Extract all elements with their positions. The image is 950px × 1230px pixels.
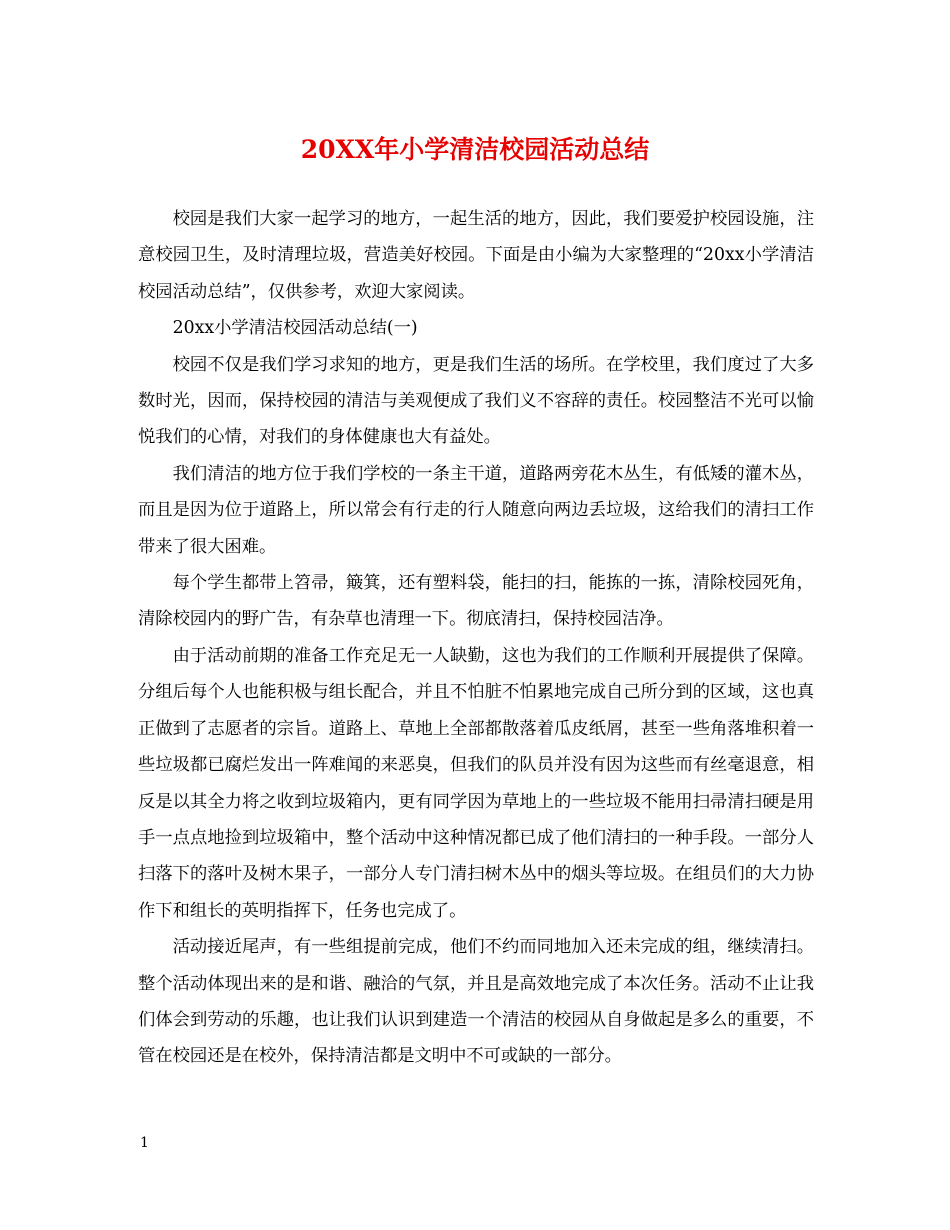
page-number: 1 xyxy=(140,1135,149,1151)
paragraph-location: 我们清洁的地方位于我们学校的一条主干道，道路两旁花木丛生，有低矮的灌木丛，而且是因为位于道路上，所以常会有行走的行人随意向两边丢垃圾，这给我们的清扫工作带来了很大困难。 xyxy=(138,463,814,557)
document-body xyxy=(138,201,814,1075)
section-heading: 20xx小学清洁校园活动总结(一) xyxy=(172,318,418,339)
paragraph-campus: 校园不仅是我们学习求知的地方，更是我们生活的场所。在学校里，我们度过了大多数时光，因而，保持校园的清洁与美观便成了我们义不容辞的责任。校园整洁不光可以愉悦我们的心情，对我们的身体健康也大有益处。 xyxy=(138,354,814,448)
paragraph-intro: 校园是我们大家一起学习的地方，一起生活的地方，因此，我们要爱护校园设施，注意校园卫生，及时清理垃圾，营造美好校园。下面是由小编为大家整理的“20xx小学清洁校园活动总结”，仅供参考，欢迎大家阅读。 xyxy=(138,209,814,302)
paragraph-conclusion: 活动接近尾声，有一些组提前完成，他们不约而同地加入还未完成的组，继续清扫。整个活动体现出来的是和谐、融洽的气氛，并且是高效地完成了本次任务。活动不止让我们体会到劳动的乐趣，也让我们认识到建造一个清洁的校园从自身做起是多么的重要，不管在校园还是在校外，保持清洁都是文明中不可或缺的一部分。 xyxy=(138,937,814,1067)
document-title: 20XX年小学清洁校园活动总结 xyxy=(300,135,650,164)
paragraph-tools: 每个学生都带上笤帚，簸箕，还有塑料袋，能扫的扫，能拣的一拣，清除校园死角，清除校园内的野广告，有杂草也清理一下。彻底清扫，保持校园洁净。 xyxy=(138,573,814,630)
paragraph-process: 由于活动前期的准备工作充足无一人缺勤，这也为我们的工作顺利开展提供了保障。分组后每个人也能积极与组长配合，并且不怕脏不怕累地完成自己所分到的区域，这也真正做到了志愿者的宗旨。道路上、草地上全部都散落着瓜皮纸屑，甚至一些角落堆积着一些垃圾都已腐烂发出一阵难闻的来恶臭，但我们的队员并没有因为这些而有丝毫退意，相反是以其全力将之收到垃圾箱内，更有同学因为草地上的一些垃圾不能用扫帚清扫硬是用手一点点地捡到垃圾箱中，整个活动中这种情况都已成了他们清扫的一种手段。一部分人扫落下的落叶及树木果子，一部分人专门清扫树木丛中的烟头等垃圾。在组员们的大力协作下和组长的英明指挥下，任务也完成了。 xyxy=(138,645,814,921)
